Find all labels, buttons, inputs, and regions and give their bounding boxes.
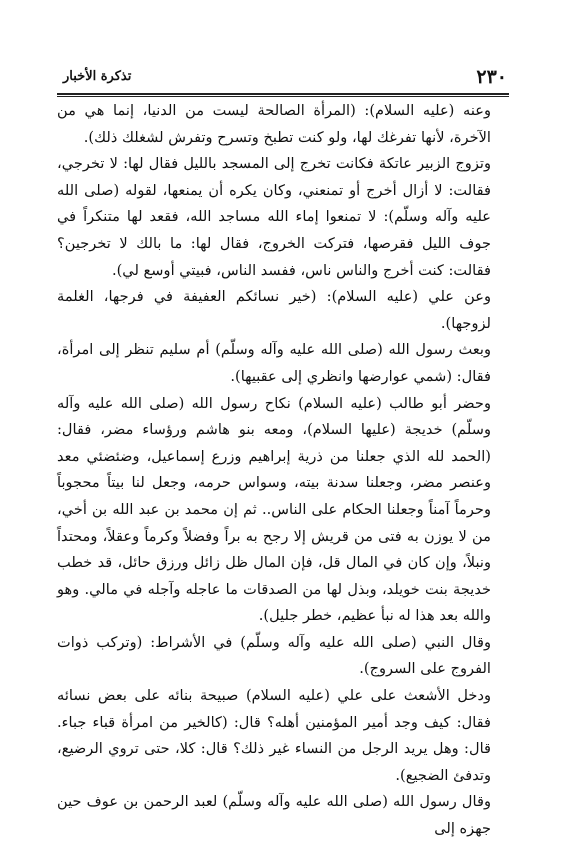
paragraph-6: وقال النبي (صلى الله عليه وآله وسلّم) في الأشراط: (وتركب ذوات الفروج على السروج). (57, 633, 491, 678)
header-rule (57, 93, 509, 95)
header-rule-thin (57, 96, 509, 97)
page-body (57, 98, 509, 843)
page-number: ٢٣٠ (476, 66, 507, 88)
paragraph-7: ودخل الأشعث على علي (عليه السلام) صبيحة بنائه على بعض نسائه فقال: كيف وجد أمير المؤمنين أهله؟ قال: (كالخير من امرأة قباء جباء. قال: وهل يريد الرجل من النساء غير ذلك؟ قال: كلا، حتى تروي الرضيع، وتدفئ الضجيع). (57, 687, 491, 784)
paragraph-5: وحضر أبو طالب (عليه السلام) نكاح رسول الله (صلى الله عليه وآله وسلّم) خديجة (عليها السلام)، ومعه بنو هاشم ورؤساء مضر، فقال: (الحمد لله الذي جعلنا من ذرية إبراهيم وزرع إسماعيل، وضئضئي معد وعنصر مضر، وجعلنا سدنة بيته، وسواس حرمه، وجعل لنا بيتاً محجوباً وحرماً آمناً وجعلنا الحكام على الناس.. ثم إن محمد بن عبد الله بن أخي، من لا يوزن به فتى من قريش إلا رجح به براً وفضلاً وكرماً وعقلاً، ومحتداً ونبلاً، وإن كان في المال قل، فإن المال ظل زائل ورزق حائل، قد خطب خديجة بنت خويلد، وبذل لها من الصدقات ما عاجله وآجله في مالي. وهو والله بعد هذا له نبأ عظيم، خطر جليل). (57, 394, 491, 625)
paragraph-2: وتزوج الزبير عاتكة فكانت تخرج إلى المسجد بالليل فقال لها: لا تخرجي، فقالت: لا أزال أخرج أو تمنعني، وكان يكره أن يمنعها، لقوله (صلى الله عليه وآله وسلّم): لا تمنعوا إماء الله مساجد الله، فقعد لها متنكراً في جوف الليل فقرصها، فتركت الخروج، فقال لها: ما بالك لا تخرجين؟ فقالت: كنت أخرج والناس ناس، ففسد الناس، فبيتي أوسع لي). (57, 155, 491, 279)
paragraph-8: وقال رسول الله (صلى الله عليه وآله وسلّم) لعبد الرحمن بن عوف حين جهزه إلى (57, 793, 491, 838)
paragraph-1: وعنه (عليه السلام): (المرأة الصالحة ليست من الدنيا، إنما هي من الآخرة، لأنها تفرغك لها، ولو كنت تطبخ وتسرح وتفرش لشغلك ذلك). (57, 102, 491, 146)
page-header (57, 66, 509, 90)
book-title: تذكرة الأخبار (63, 69, 132, 84)
paragraph-3: وعن علي (عليه السلام): (خير نسائكم العفيفة في فرجها، الغلمة لزوجها). (57, 288, 491, 332)
paragraph-4: وبعث رسول الله (صلى الله عليه وآله وسلّم) أم سليم تنظر إلى امرأة، فقال: (شمي عوارضها وانظري إلى عقبيها). (57, 341, 491, 385)
